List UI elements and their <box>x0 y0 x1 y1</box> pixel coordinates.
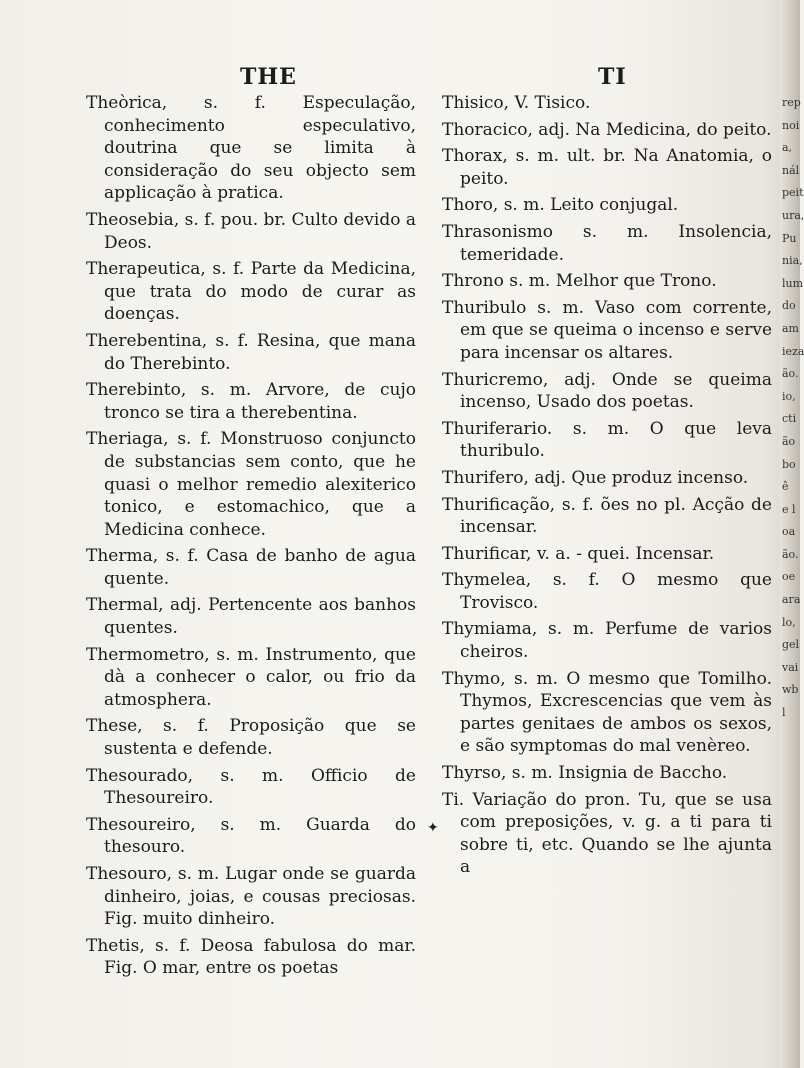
dictionary-entry: Thermal, adj. Pertencente aos banhos quentes. <box>86 595 416 639</box>
edge-fragment: ieza <box>782 344 804 358</box>
ink-mark: ✦ <box>427 820 439 836</box>
dictionary-entry: Theosebia, s. f. pou. br. Culto devido a Deos. <box>86 209 416 253</box>
dictionary-entry: Thurificação, s. f. ões no pl. Acção de incensar. <box>442 494 772 538</box>
dictionary-entry: Throno s. m. Melhor que Trono. <box>442 271 717 292</box>
dictionary-entry: Thurificar, v. a. - quei. Incensar. <box>442 543 715 564</box>
dictionary-entry: Thuricremo, adj. Onde se queima incenso, Usado dos poetas. <box>442 369 772 413</box>
dictionary-entry: Thisico, V. Tisico. <box>442 93 591 113</box>
left-column <box>86 92 416 984</box>
dictionary-entry: Therebentina, s. f. Resina, que mana do Therebinto. <box>86 330 416 374</box>
edge-fragment: l <box>782 706 786 720</box>
edge-fragment: ão <box>782 434 796 448</box>
edge-fragment: nia, <box>782 254 803 268</box>
right-column <box>442 92 772 883</box>
edge-fragment: cti <box>782 412 797 426</box>
edge-fragment: Pu <box>782 231 797 245</box>
dictionary-entry: Thorax, s. m. ult. br. Na Anatomia, o peito. <box>442 146 772 189</box>
edge-fragment: io, <box>782 389 796 403</box>
dictionary-entry: Thoro, s. m. Leito conjugal. <box>442 195 679 216</box>
dictionary-entry: Thesoureiro, s. m. Guarda do thesouro. <box>86 814 416 858</box>
edge-fragment: ão. <box>782 367 799 381</box>
running-head-right: TI <box>598 64 627 90</box>
edge-fragment: e l <box>782 502 796 516</box>
dictionary-entry: Therapeutica, s. f. Parte da Medicina, que trata do modo de curar as doenças. <box>86 259 416 325</box>
edge-fragment: peit <box>782 186 804 200</box>
dictionary-entry: Thurifero, adj. Que produz incenso. <box>442 467 749 488</box>
dictionary-entry: Therma, s. f. Casa de banho de agua quente. <box>86 546 416 589</box>
dictionary-entry: Thymelea, s. f. O mesmo que Trovisco. <box>442 570 772 613</box>
edge-fragment: wb <box>782 683 799 697</box>
dictionary-entry: Thuriferario. s. m. O que leva thuribulo. <box>442 418 772 462</box>
edge-fragment: ê <box>782 480 789 494</box>
edge-fragment: nál <box>782 163 800 177</box>
edge-fragment: am <box>782 321 799 335</box>
edge-fragment: oe <box>782 570 796 584</box>
dictionary-entry: Thesouro, s. m. Lugar onde se guarda dinheiro, joias, e cousas preciosas. Fig. muito dinheiro. <box>86 864 416 930</box>
dictionary-entry: These, s. f. Proposição que se sustenta e defende. <box>86 716 416 760</box>
edge-fragment: do <box>782 299 796 313</box>
dictionary-entry: Theòrica, s. f. Especulação, conhecimento especulativo, doutrina que se limita à consideração do seu objecto sem applicação à pratica. <box>86 93 416 204</box>
dictionary-entry: Thrasonismo s. m. Insolencia, temeridade. <box>442 221 772 265</box>
edge-fragment: ara <box>782 593 801 607</box>
edge-fragment: noi <box>782 118 800 132</box>
dictionary-entry: Thuribulo s. m. Vaso com corrente, em que se queima o incenso e serve para incensar os altares. <box>442 297 772 363</box>
dictionary-entry: Thyrso, s. m. Insignia de Baccho. <box>442 763 728 784</box>
edge-fragment: lum <box>782 276 804 290</box>
dictionary-entry: Thetis, s. f. Deosa fabulosa do mar. Fig. O mar, entre os poetas <box>86 935 416 979</box>
edge-fragment: ura, <box>782 208 804 222</box>
dictionary-entry: Theriaga, s. f. Monstruoso conjuncto de substancias sem conto, que he quasi o melhor remedio alexiterico tonico, e estomachico, que a Medicina conhece. <box>86 429 416 540</box>
edge-fragment: gel <box>782 638 800 652</box>
running-head-left: THE <box>240 64 297 90</box>
edge-fragment: oa <box>782 525 796 539</box>
edge-fragment: a, <box>782 141 793 155</box>
dictionary-entry: Thymiama, s. m. Perfume de varios cheiros. <box>442 619 772 663</box>
edge-fragment: bo <box>782 457 796 471</box>
dictionary-entry: Thymo, s. m. O mesmo que Tomilho. Thymos, Excrescencias que vem às partes genitaes de ambos os sexos, e são symptomas do mal venèreo. <box>442 668 772 757</box>
dictionary-entry: Therebinto, s. m. Arvore, de cujo tronco se tira a therebentina. <box>86 380 416 423</box>
edge-fragment: ão. <box>782 547 799 561</box>
edge-fragment: rep <box>782 96 801 109</box>
dictionary-entry: Thoracico, adj. Na Medicina, do peito. <box>442 119 772 140</box>
next-page-edge <box>782 92 804 725</box>
dictionary-entry: Thesourado, s. m. Officio de Thesoureiro. <box>86 765 416 809</box>
dictionary-entry: Ti. Variação do pron. Tu, que se usa com preposições, v. g. a ti para ti sobre ti, etc. Quando se lhe ajunta a <box>442 789 772 878</box>
dictionary-entry: Thermometro, s. m. Instrumento, que dà a conhecer o calor, ou frio da atmosphera. <box>86 644 416 710</box>
edge-fragment: vai <box>782 660 799 674</box>
edge-fragment: lo, <box>782 615 796 629</box>
